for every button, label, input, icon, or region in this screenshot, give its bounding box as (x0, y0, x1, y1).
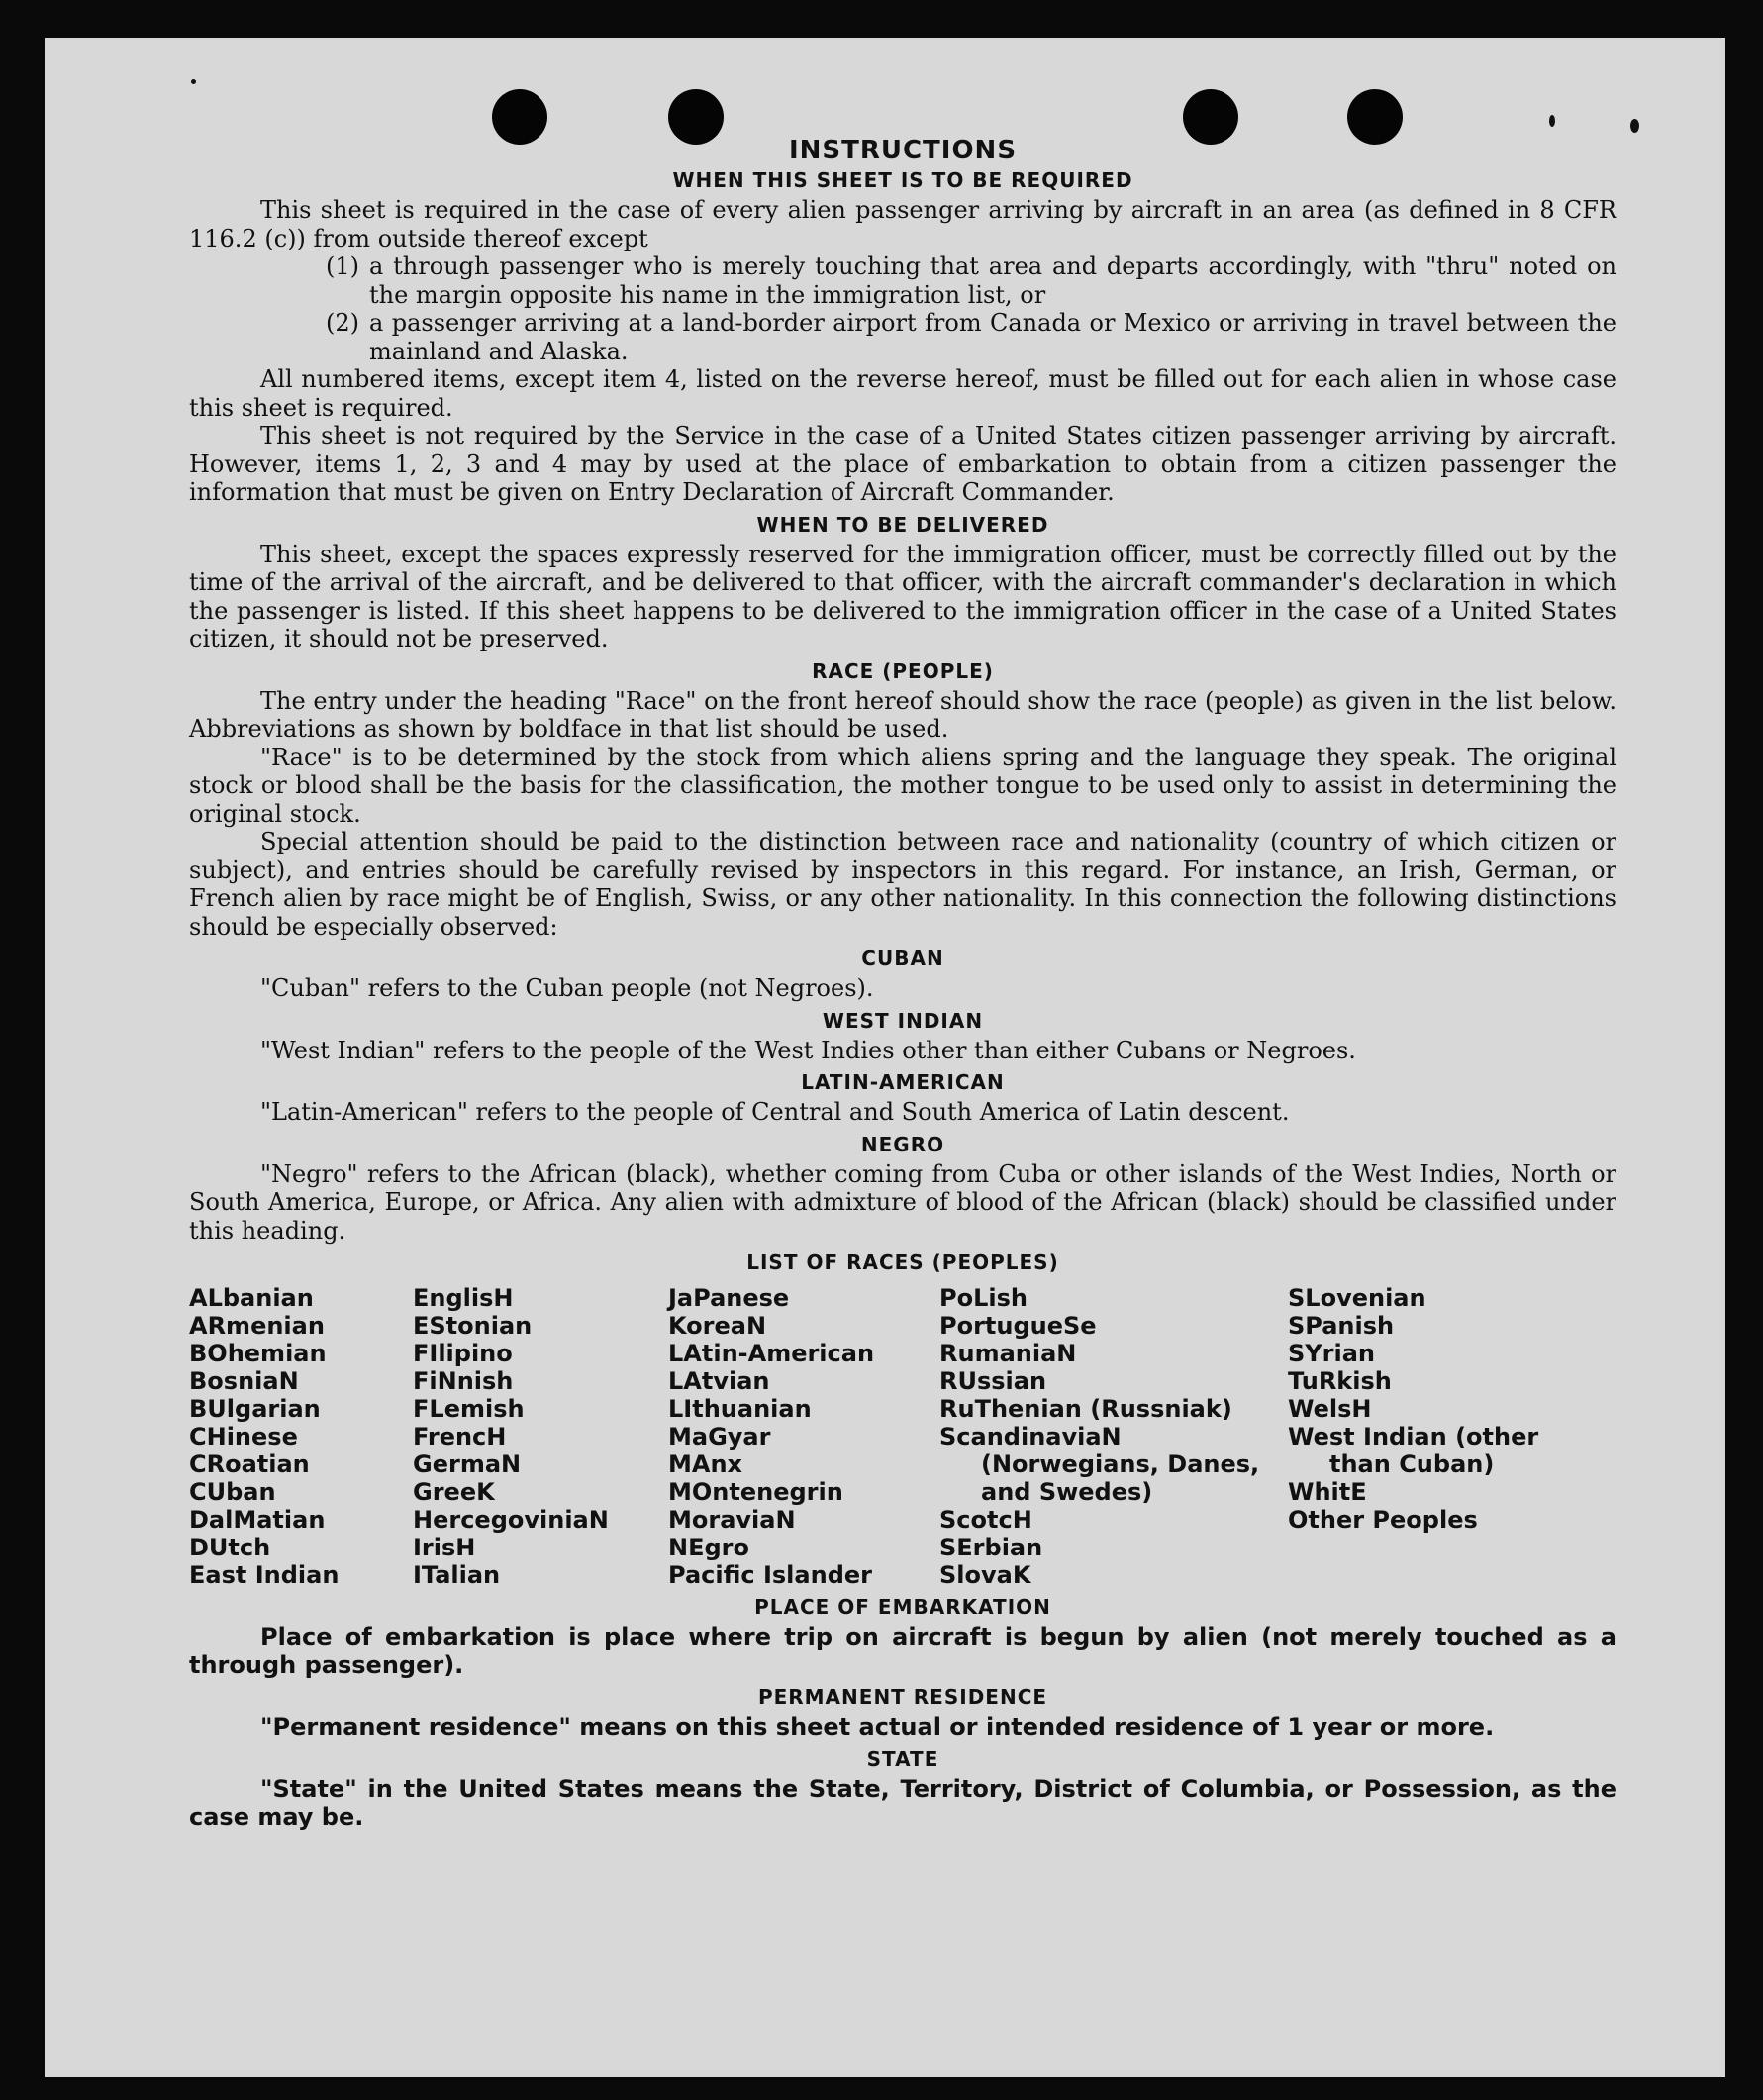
race-entry: BosniaN (189, 1367, 299, 1395)
section-heading-races-list: LIST OF RACES (PEOPLES) (746, 1250, 1059, 1274)
race-entry: West Indian (other than Cuban) (1288, 1423, 1539, 1478)
item-number: (1) (326, 252, 359, 280)
page-title: INSTRUCTIONS (788, 136, 1018, 165)
races-column (189, 1284, 413, 1589)
race-paragraph-1: The entry under the heading "Race" on the front hereof should show the race (people) as given in the list below. Abbreviations as shown by boldface in that list should be used. (189, 686, 1616, 743)
race-entry: EnglisH (413, 1284, 514, 1312)
race-entry: ScandinaviaN (Norwegians, Danes, and Swedes) (939, 1423, 1260, 1506)
race-entry: GreeK (413, 1478, 495, 1506)
race-entry: WhitE (1288, 1478, 1367, 1506)
race-entry: LAtin-American (668, 1340, 875, 1367)
race-entry: LAtvian (668, 1367, 770, 1395)
races-column (939, 1284, 1288, 1589)
race-entry: RumaniaN (939, 1340, 1077, 1367)
definition-heading-latin-american: LATIN-AMERICAN (801, 1070, 1005, 1094)
item-text: a passenger arriving at a land-border airport from Canada or Mexico or arriving in travel between the mainland and Alaska. (369, 309, 1616, 365)
race-entry: MaGyar (668, 1423, 771, 1450)
item-number: (2) (326, 309, 359, 337)
races-column (668, 1284, 939, 1589)
races-column (413, 1284, 668, 1589)
residence-paragraph: "Permanent residence" means on this sheet actual or intended residence of 1 year or more. (260, 1713, 1495, 1741)
race-entry: Other Peoples (1288, 1506, 1478, 1534)
race-entry: SErbian (939, 1534, 1043, 1561)
race-entry: RuThenian (Russniak) (939, 1395, 1232, 1423)
race-entry: CUban (189, 1478, 276, 1506)
race-entry: SLovenian (1288, 1284, 1426, 1312)
race-entry: ITalian (413, 1561, 501, 1589)
races-list (189, 1284, 1616, 1589)
race-entry: CRoatian (189, 1450, 310, 1478)
race-entry: FrencH (413, 1423, 507, 1450)
embarkation-paragraph: Place of embarkation is place where trip on aircraft is begun by alien (not merely touched as a through passenger). (189, 1623, 1616, 1679)
section-heading-delivered: WHEN TO BE DELIVERED (756, 512, 1049, 537)
delivered-paragraph: This sheet, except the spaces expressly reserved for the immigration officer, must be correctly filled out by the time of the arrival of the aircraft, and be delivered to that officer, with the aircraft commander's declaration in which the passenger is listed. If this sheet happens to be delivered to the immigration officer in the case of a United States citizen, it should not be preserved. (189, 540, 1616, 652)
race-entry: BUlgarian (189, 1395, 321, 1423)
race-entry: DalMatian (189, 1506, 326, 1534)
required-paragraph-3: This sheet is not required by the Service in the case of a United States citizen passenger arriving by aircraft. However, items 1, 2, 3 and 4 may by used at the place of embarkation to obtain from a citizen passenger the information that must be given on Entry Declaration of Aircraft Commander. (189, 422, 1616, 506)
race-entry: PortugueSe (939, 1312, 1097, 1340)
instructions-body (189, 135, 1616, 1832)
race-entry: SYrian (1288, 1340, 1376, 1367)
race-entry: FIlipino (413, 1340, 513, 1367)
section-heading-embarkation: PLACE OF EMBARKATION (754, 1595, 1051, 1619)
section-heading-state: STATE (866, 1747, 939, 1771)
race-entry: SPanish (1288, 1312, 1395, 1340)
race-entry: MOntenegrin (668, 1478, 843, 1506)
definition-text-west-indian: "West Indian" refers to the people of the West Indies other than either Cubans or Negroes. (260, 1036, 1356, 1064)
race-entry: ALbanian (189, 1284, 314, 1312)
race-entry: HercegoviniaN (413, 1506, 609, 1534)
section-heading-residence: PERMANENT RESIDENCE (757, 1685, 1048, 1709)
race-entry: FiNnish (413, 1367, 514, 1395)
race-entry: Pacific Islander (668, 1561, 872, 1589)
race-entry: KoreaN (668, 1312, 767, 1340)
race-entry: GermaN (413, 1450, 522, 1478)
required-paragraph-2: All numbered items, except item 4, listed on the reverse hereof, must be filled out for each alien in whose case this sheet is required. (189, 365, 1616, 422)
race-entry: MAnx (668, 1450, 743, 1478)
race-entry: LIthuanian (668, 1395, 812, 1423)
race-entry: ARmenian (189, 1312, 325, 1340)
speck-mark (1549, 115, 1555, 127)
race-entry: TuRkish (1288, 1367, 1392, 1395)
race-entry: NEgro (668, 1534, 749, 1561)
race-entry: CHinese (189, 1423, 298, 1450)
definition-heading-cuban: CUBAN (861, 947, 944, 970)
race-entry: MoraviaN (668, 1506, 796, 1534)
section-heading-required: WHEN THIS SHEET IS TO BE REQUIRED (672, 168, 1133, 192)
definition-heading-negro: NEGRO (860, 1132, 945, 1156)
race-entry: IrisH (413, 1534, 476, 1561)
race-entry: JaPanese (668, 1284, 790, 1312)
speck-mark (191, 79, 196, 84)
speck-mark (1630, 119, 1639, 133)
definition-heading-west-indian: WEST INDIAN (822, 1008, 984, 1033)
race-entry: WelsH (1288, 1395, 1372, 1423)
definition-text-latin-american: "Latin-American" refers to the people of Central and South America of Latin descent. (260, 1098, 1290, 1126)
item-text: a through passenger who is merely touching that area and departs accordingly, with "thru" noted on the margin opposite his name in the immigration list, or (369, 252, 1616, 309)
race-entry: East Indian (189, 1561, 340, 1589)
race-paragraph-3: Special attention should be paid to the distinction between race and nationality (country of which citizen or subject), and entries should be carefully revised by inspectors in this regard. For instance, an Irish, German, or French alien by race might be of English, Swiss, or any other nationality. In this connection the following distinctions should be especially observed: (189, 828, 1616, 941)
form-sheet (45, 38, 1725, 2077)
race-entry: ScotcH (939, 1506, 1032, 1534)
race-paragraph-2: "Race" is to be determined by the stock from which aliens spring and the language they speak. The original stock or blood shall be the basis for the classification, the mother tongue to be used only to assist in determining the original stock. (189, 743, 1616, 828)
section-heading-race: RACE (PEOPLE) (812, 658, 994, 683)
race-entry: EStonian (413, 1312, 533, 1340)
exception-item-2 (326, 309, 1616, 365)
race-entry: BOhemian (189, 1340, 327, 1367)
races-column (1288, 1284, 1585, 1589)
race-entry: PoLish (939, 1284, 1028, 1312)
definition-text-negro: "Negro" refers to the African (black), whether coming from Cuba or other islands of the West Indies, North or South America, Europe, or Africa. Any alien with admixture of blood of the African (black) should be classified under this heading. (189, 1159, 1616, 1245)
race-entry: SlovaK (939, 1561, 1031, 1589)
race-entry: FLemish (413, 1395, 525, 1423)
exception-item-1 (326, 252, 1616, 309)
state-paragraph: "State" in the United States means the State, Territory, District of Columbia, or Possession, as the case may be. (189, 1774, 1616, 1831)
definition-text-cuban: "Cuban" refers to the Cuban people (not Negroes). (260, 974, 874, 1002)
required-intro: This sheet is required in the case of every alien passenger arriving by aircraft in an area (as defined in 8 CFR 116.2 (c)) from outside thereof except (189, 196, 1616, 252)
race-entry: RUssian (939, 1367, 1047, 1395)
race-entry: DUtch (189, 1534, 271, 1561)
